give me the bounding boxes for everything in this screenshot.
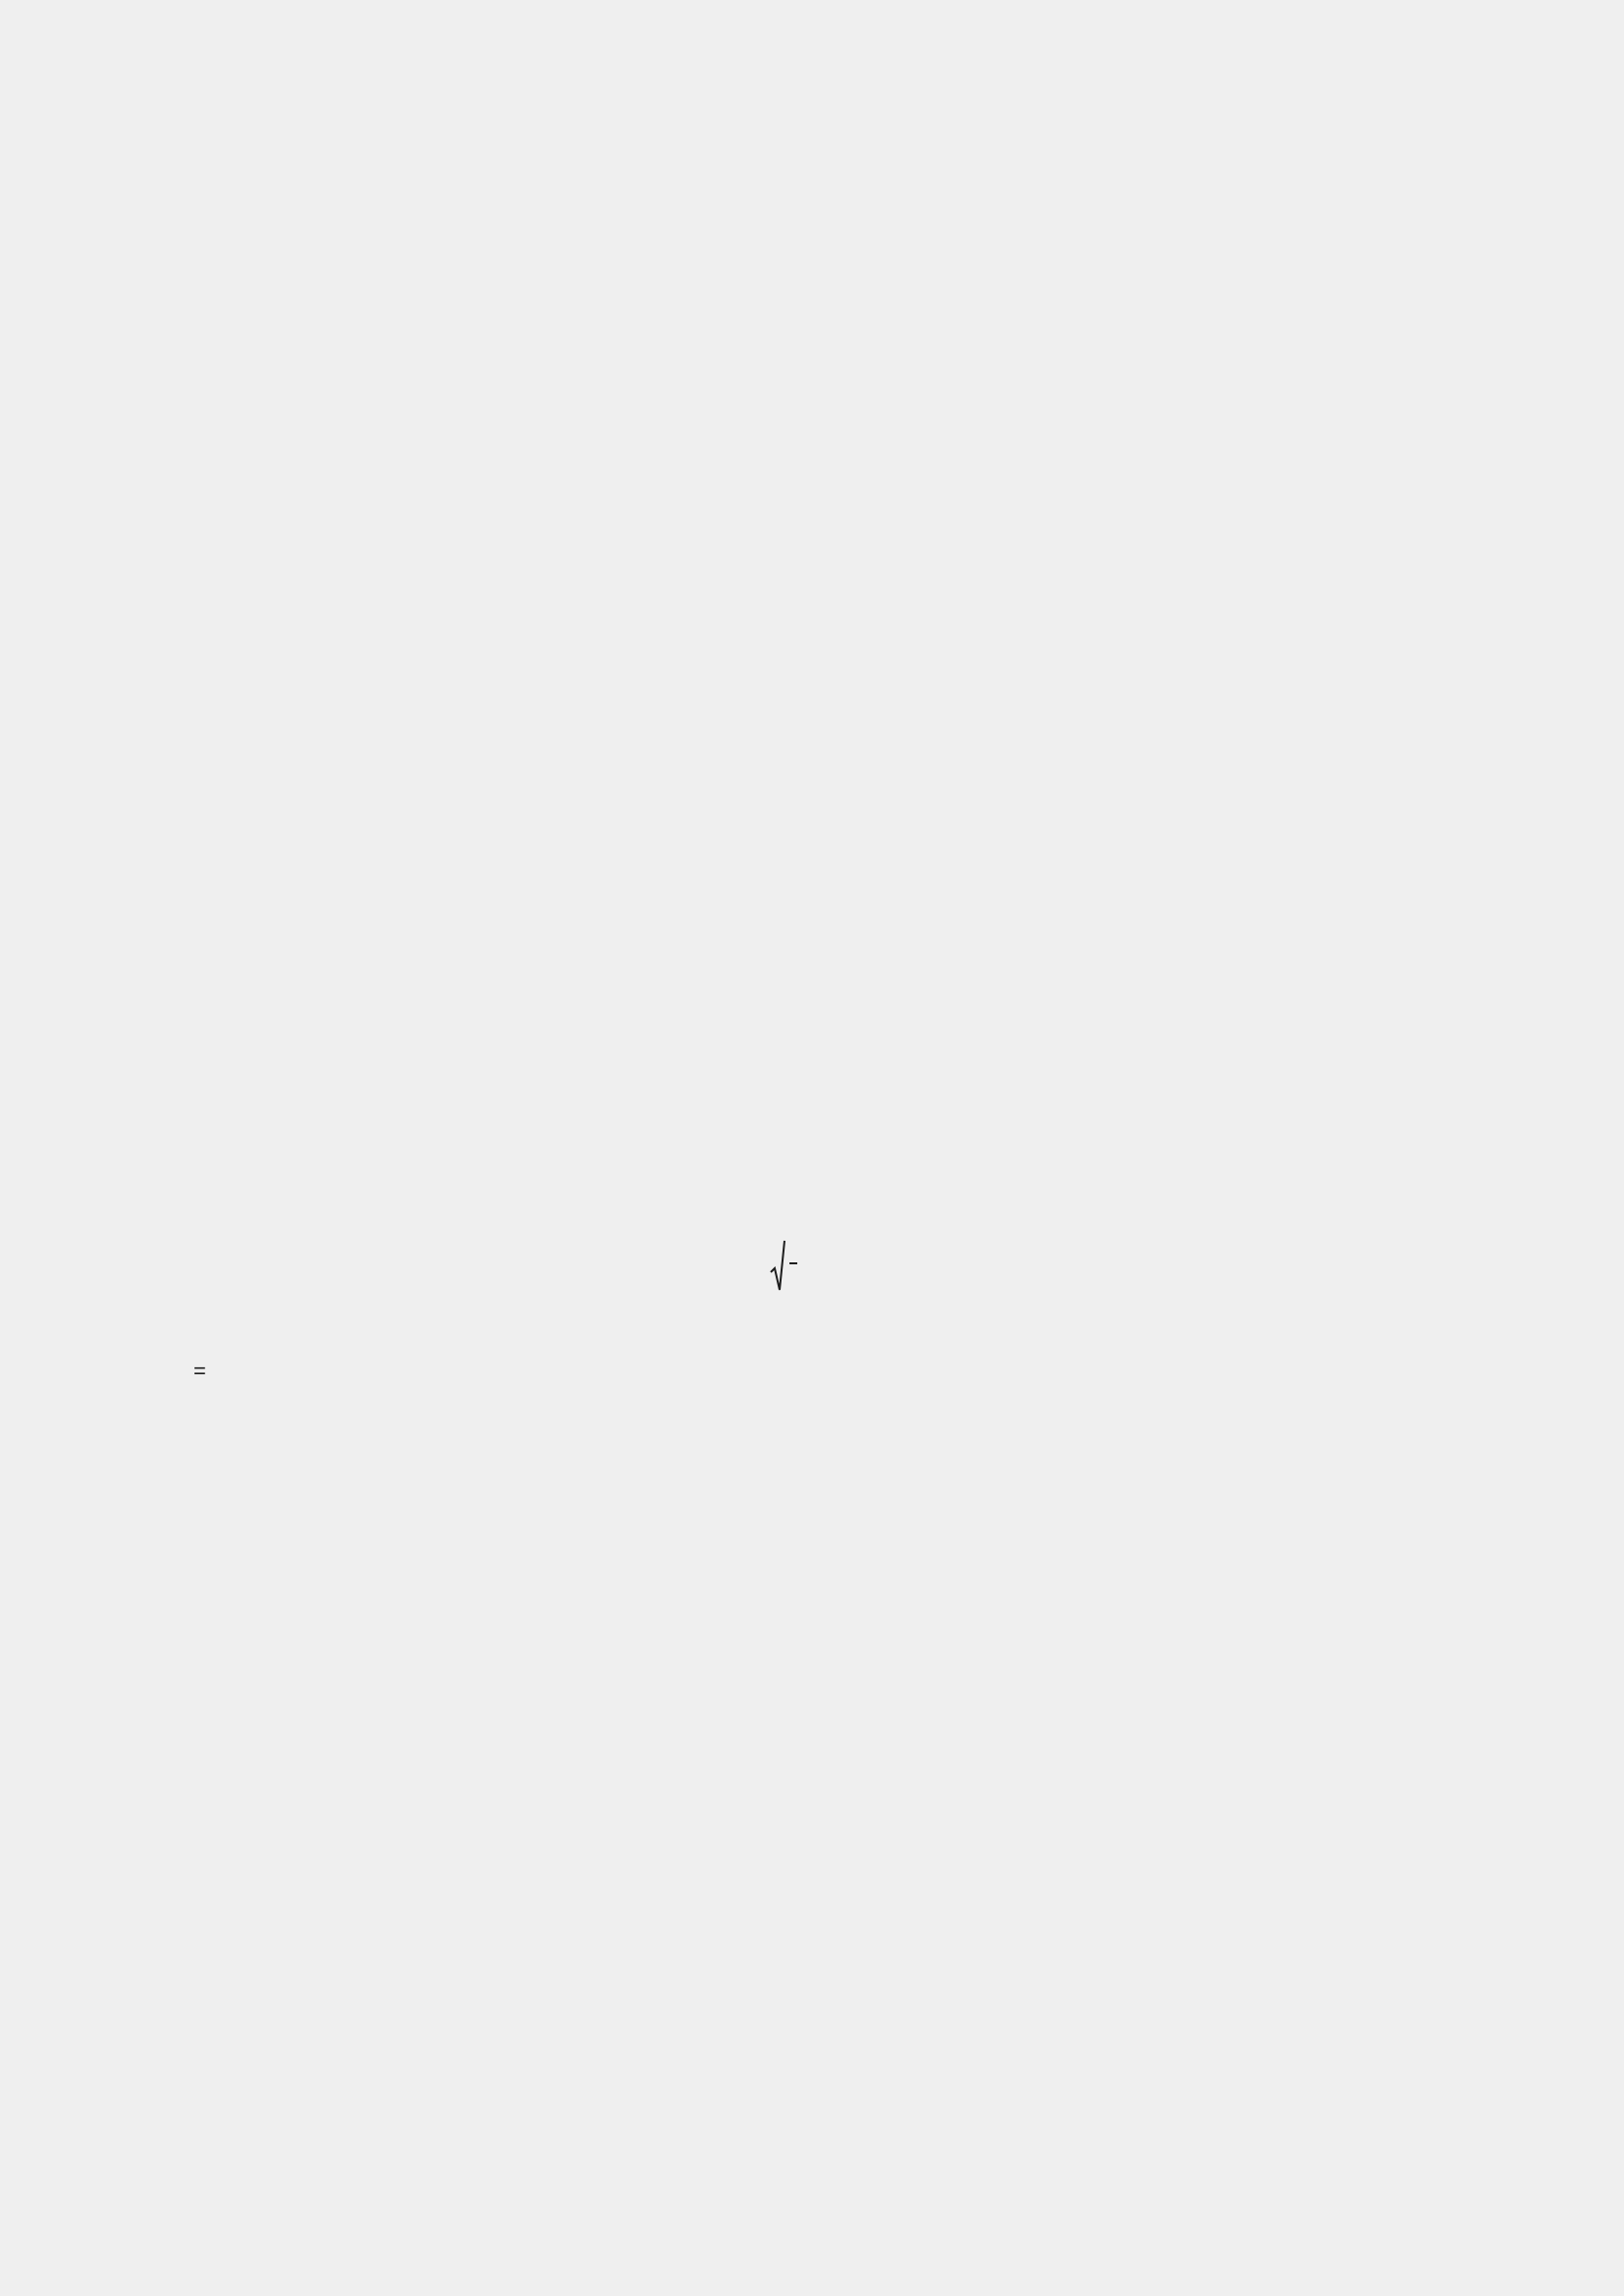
formula-19 [770,1239,797,1294]
where-sio: = [193,1359,212,1383]
sqrt-sign [770,1239,797,1294]
